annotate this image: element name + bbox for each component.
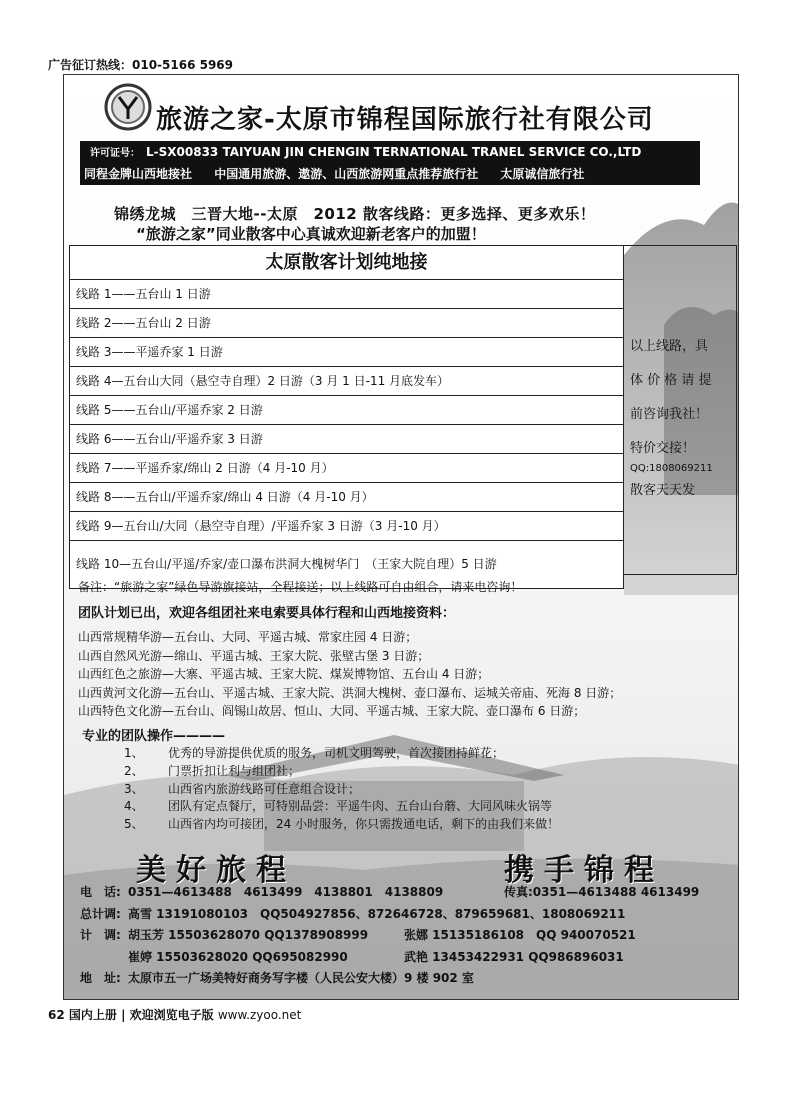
route-row: 线路 6——五台山/平遥乔家 3 日游 [70,425,623,454]
page-number: 62 [48,1008,65,1022]
phone-label: 电 话: [80,885,121,899]
service-list [124,745,559,834]
agency-tag: 中国通用旅游、遨游、山西旅游网重点推荐旅行社 [214,167,479,181]
route-row: 线路 3——平遥乔家 1 日游 [70,338,623,367]
service-text: 山西省内旅游线路可任意组合设计； [168,781,361,796]
group-plan-title: 团队计划已出，欢迎各组团社来电索要具体行程和山西地接资料： [78,606,456,621]
route-row: 线路 8——五台山/平遥乔家/绵山 4 日游（4 月-10 月） [70,483,623,512]
group-tour-item: 山西红色之旅游—大寨、平遥古城、王家大院、煤炭博物馆、五台山 4 日游； [78,667,490,681]
fax-value: 传真:0351—4613488 4613499 [504,885,700,899]
group-tour-list [78,628,621,721]
footer-text: 国内上册 | 欢迎浏览电子版 [68,1008,214,1022]
operator-contact: 张娜 15135186108 QQ 940070521 [404,928,636,942]
group-tour-item: 山西自然风光游—绵山、平遥古城、王家大院、张壁古堡 3 日游； [78,648,430,663]
slogan-line-2: “旅游之家”同业散客中心真诚欢迎新老客户的加盟！ [136,225,486,243]
calligraphy-right: 携手锦程 [504,853,664,888]
service-text: 团队有定点餐厅，可特别品尝：平遥牛肉、五台山台蘑、大同风味火锅等 [168,799,553,814]
side-qq: QQ:1808069211 [630,463,713,474]
group-tour-item: 山西黄河文化游—五台山、平遥古城、王家大院、洪洞大槐树、壶口瀑布、运城关帝庙、死海 8 日游； [78,685,622,700]
route-row: 线路 10—五台山/平遥/乔家/壶口瀑布洪洞大槐树华门 （王家大院自理）5 日游 [76,557,497,571]
footer-website[interactable]: www.zyoo.net [217,1008,302,1022]
service-number: 2、 [124,763,144,778]
license-line [90,144,641,159]
route-row: 线路 7——平遥乔家/绵山 2 日游（4 月-10 月） [70,454,623,483]
calligraphy-left: 美好旅程 [136,853,296,888]
route-row: 线路 4—五台山大同（悬空寺自理）2 日游（3 月 1 日-11 月底发车） [70,367,623,396]
group-tour-item: 山西特色文化游—五台山、阎锡山故居、恒山、大同、平遥古城、王家大院、壶口瀑布 6 日游； [78,704,586,718]
price-inquiry-line: 特价交接！ [630,441,696,456]
route-row: 线路 2——五台山 2 日游 [70,309,623,338]
service-item [124,763,559,781]
price-inquiry-box [624,245,737,575]
service-number: 4、 [124,799,144,814]
slogan-line-1: 锦绣龙城 三晋大地--太原 2012 散客线路：更多选择、更多欢乐！ [114,205,596,223]
service-item [124,745,559,763]
service-item [124,781,559,799]
daily-departure: 散客天天发 [630,483,696,498]
address-label: 地 址: [80,971,121,985]
route-row: 线路 5——五台山/平遥乔家 2 日游 [70,396,623,425]
route-table [69,245,624,589]
operator-contact: 崔婷 15503628020 QQ695082990 [128,949,348,964]
route-table-title: 太原散客计划纯地接 [70,246,623,280]
price-inquiry-line: 前咨询我社！ [630,407,709,422]
service-item [124,798,559,816]
general-manager-value: 高雪 13191080103 QQ504927856、872646728、879659681、1808069211 [128,906,626,921]
agency-tag: 同程金牌山西地接社 [84,167,193,181]
license-banner [80,141,700,185]
operator-label: 计 调: [80,928,121,942]
service-number: 1、 [124,746,144,760]
pro-operation-title: 专业的团队操作———— [82,729,226,744]
agency-tags [84,165,602,182]
ad-hotline: 广告征订热线：010-5166 5969 [48,58,234,72]
group-tour-item: 山西常规精华游—五台山、大同、平遥古城、常家庄园 4 日游； [78,630,418,644]
route-row: 线路 1——五台山 1 日游 [70,280,623,309]
page-footer [48,1006,301,1023]
route-row: 线路 9—五台山/大同（悬空寺自理）/平遥乔家 3 日游（3 月-10 月） [70,512,623,541]
operator-contact: 胡玉芳 15503628070 QQ1378908999 [128,928,369,942]
agency-tag: 太原诚信旅行社 [500,167,585,181]
service-number: 5、 [124,817,144,832]
license-text: L-SX00833 TAIYUAN JIN CHENGIN TERNATIONAL TRANEL SERVICE CO.,LTD [146,145,642,159]
ad-frame [63,74,739,1000]
address-value: 太原市五一广场美特好商务写字楼（人民公安大楼）9 楼 902 室 [128,971,474,985]
price-inquiry-line: 以上线路，具 [630,339,709,354]
route-note: 备注：“旅游之家”绿色导游旗接站，全程接送；以上线路可自由组合，请来电咨询！ [78,580,523,594]
service-text: 优秀的导游提供优质的服务，司机文明驾驶，首次接团持鲜花； [168,746,505,760]
service-item [124,816,559,834]
general-manager-label: 总计调: [80,906,121,921]
service-number: 3、 [124,781,144,796]
company-name: 旅游之家-太原市锦程国际旅行社有限公司 [156,105,654,135]
price-inquiry-line: 体 价 格 请 提 [630,373,712,388]
service-text: 山西省内均可接团，24 小时服务，你只需拨通电话，剩下的由我们来做！ [168,817,560,832]
operator-contact: 武艳 13453422931 QQ986896031 [404,949,624,964]
service-text: 门票折扣让利与组团社； [168,763,301,778]
license-label: 许可证号： [90,148,140,159]
phone-values: 0351—4613488 4613499 4138801 4138809 [128,885,444,899]
company-logo [104,83,152,131]
price-inquiry-text [630,330,732,466]
